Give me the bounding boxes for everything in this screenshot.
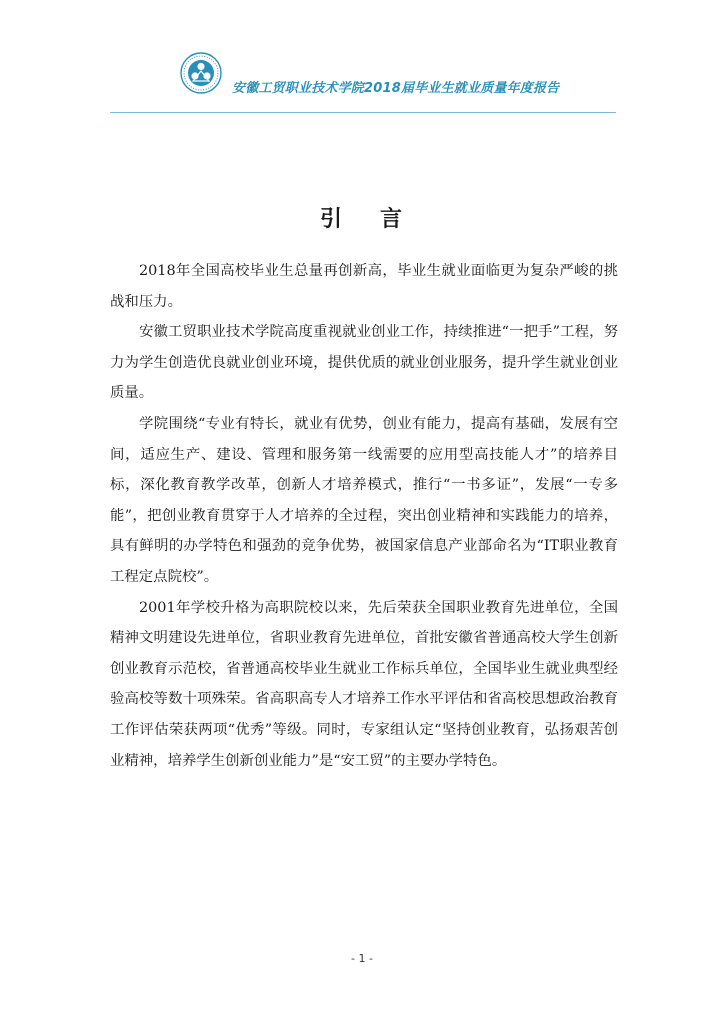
- page-number: - 1 -: [351, 952, 373, 965]
- paragraph-2: 安徽工贸职业技术学院高度重视就业创业工作，持续推进“一把手”工程，努力为学生创造优良就业创业环境，提供优质的就业创业服务，提升学生就业创业质量。: [110, 324, 618, 402]
- title-char-2: 言: [380, 207, 405, 232]
- body-text: [110, 256, 618, 776]
- page-title: [0, 202, 724, 233]
- report-header-title: 安徽工贸职业技术学院2018届毕业生就业质量年度报告: [232, 81, 560, 96]
- paragraph-3: 学院围绕“专业有特长，就业有优势，创业有能力，提高有基础，发展有空间，适应生产、建设、管理和服务第一线需要的应用型高技能人才”的培养目标，深化教育教学改革，创新人才培养模式，推行“一书多证”，发展“一专多能”，把创业教育贯穿于人才培养的全过程，突出创业精神和实践能力的培养，具有鲜明的办学特色和强劲的竞争优势，被国家信息产业部命名为“IT职业教育工程定点院校”。: [110, 415, 618, 585]
- title-char-1: 引: [319, 207, 344, 232]
- page-header: [110, 48, 616, 114]
- school-emblem-icon: [180, 52, 222, 94]
- paragraph-4: 2001年学校升格为高职院校以来，先后荣获全国职业教育先进单位，全国精神文明建设先进单位，省职业教育先进单位，首批安徽省普通高校大学生创新创业教育示范校，省普通高校毕业生就业工作标兵单位，全国毕业生就业典型经验高校等数十项殊荣。省高职高专人才培养工作水平评估和省高校思想政治教育工作评估荣获两项“优秀”等级。同时，专家组认定“坚持创业教育，弘扬艰苦创业精神，培养学生创新创业能力”是“安工贸”的主要办学特色。: [110, 599, 618, 769]
- paragraph-1: 2018年全国高校毕业生总量再创新高，毕业生就业面临更为复杂严峻的挑战和压力。: [110, 263, 618, 310]
- header-divider: [110, 112, 616, 113]
